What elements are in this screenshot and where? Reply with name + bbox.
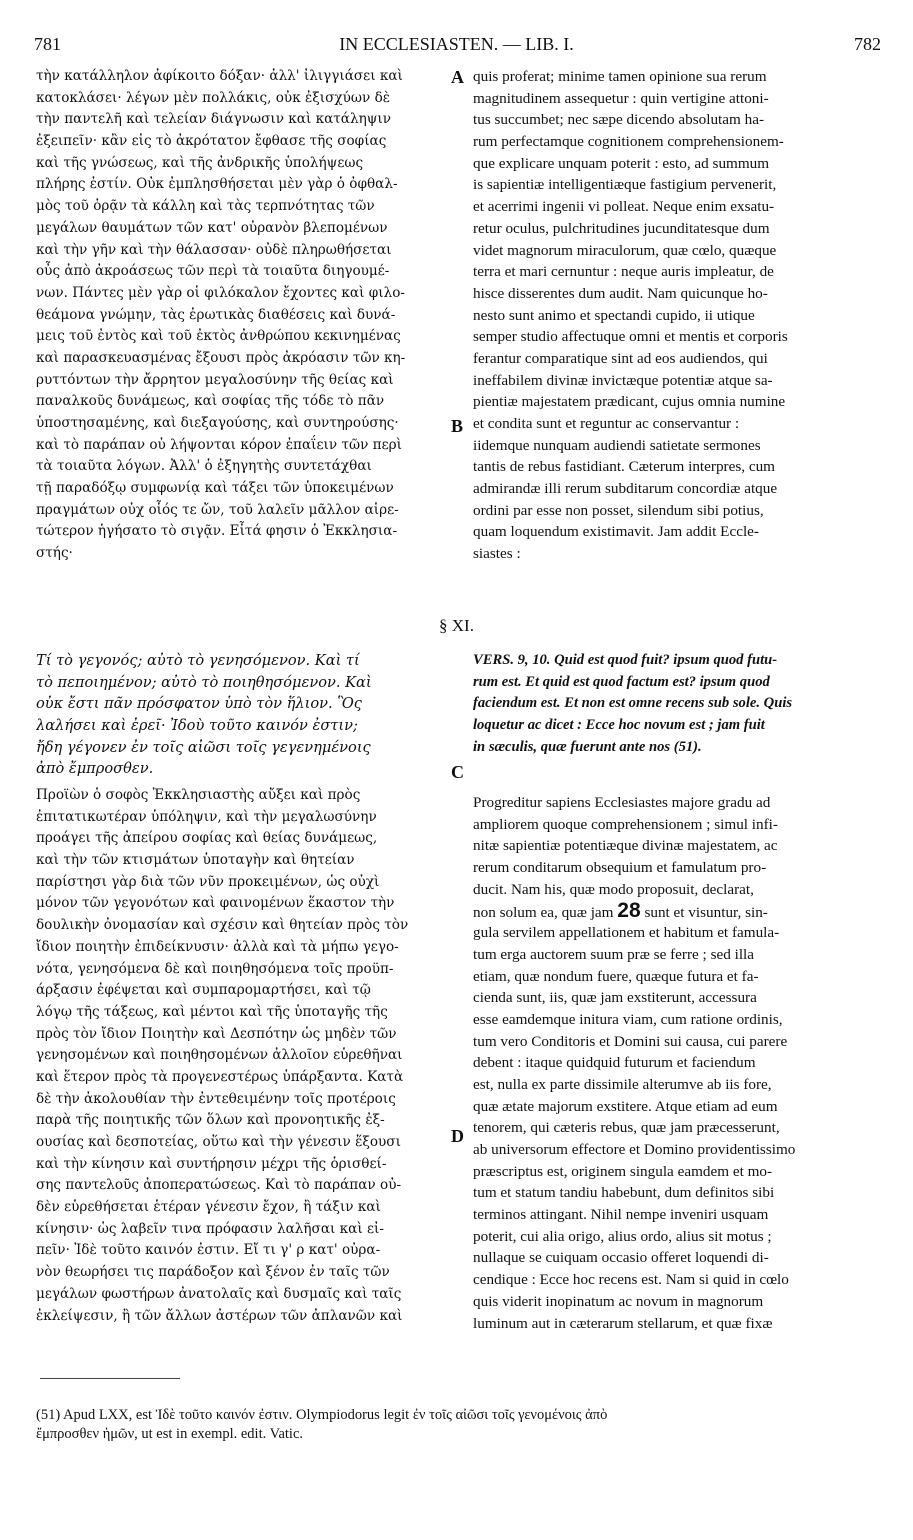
text-line: tenorem, qui cæteris rebus, quæ jam præcesserunt, — [473, 1119, 780, 1137]
text-line: δὲ τὴν ἀκολουθίαν τὴν ἐντεθειμένην τοῖς προτέροις — [36, 1090, 396, 1107]
greek-column-upper — [36, 66, 456, 565]
text-line: μὸς τοῦ ὁρᾷν τὰ κάλλη καὶ τὰς τερπνότητας τῶν — [36, 198, 375, 215]
text-line: rum perfectamque cognitionem comprehensionem- — [473, 133, 784, 151]
text-line: τῇ παραδόξῳ συμφωνίᾳ καὶ τάξει τῶν ὑποκειμένων — [36, 480, 394, 497]
text-line: que explicare unquam poterit : esto, ad summum — [473, 154, 770, 172]
text-line: loquetur ac dicet : Ecce hoc novum est ; jam fuit — [473, 717, 765, 734]
text-line: νότα, γενησόμενα δὲ καὶ ποιηθησόμενα τοῖς προϋπ- — [36, 960, 394, 977]
text-line: ἐπιτατικωτέραν ὑπόληψιν, καὶ τὴν μεγαλωσύνην — [36, 808, 377, 825]
text-line: λόγῳ τῆς τάξεως, καὶ μέντοι καὶ τῆς ὑποταγῆς τῆς — [36, 1003, 388, 1020]
text-line: ἐκλείψεσιν, ἢ τῶν ἄλλων ἀστέρων τῶν ἀπλανῶν καὶ — [36, 1307, 403, 1324]
text-line: VERS. 9, 10. Quid est quod fuit? ipsum quod futu- — [473, 652, 778, 668]
text-line: siastes : — [473, 545, 521, 563]
text-line: ab universorum effectore et Domino providentissimo — [473, 1141, 796, 1158]
text-line: rerum conditarum obsequium et famulatum pro- — [473, 859, 767, 877]
text-line: ordini par esse non posset, silendum sibi potius, — [473, 501, 764, 519]
text-line: θεάμονα γνώμην, τὰς ἐρωτικὰς διαθέσεις καὶ δυνά- — [36, 306, 396, 323]
text-line: καὶ τῆς γνώσεως, καὶ τῆς ἀνδρικῆς ὑπολήψεως — [36, 154, 364, 171]
text-line: pientiæ majestatem prædicant, cujus omnia numine — [473, 393, 786, 411]
text-line: quis viderit inopinatum ac novum in magnorum — [473, 1292, 764, 1310]
text-line: μεγάλων θαυμάτων τῶν κατ' οὐρανὸν βλεπομένων — [36, 219, 388, 236]
text-line: luminum aut in cæterarum stellarum, et quæ fixæ — [473, 1314, 773, 1332]
text-line: terminos attingant. Nihil nempe inveniri usquam — [473, 1206, 769, 1224]
text-line: tum vero Conditoris et Domini sui causa, cui parere — [473, 1032, 788, 1050]
text-line: est, nulla ex parte dissimile alterumve ab iis fore, — [473, 1075, 772, 1093]
text-line: λαλήσει καὶ ἐρεῖ· Ἰδοὺ τοῦτο καινόν ἐστιν; — [36, 717, 358, 735]
text-line: ἤδη γέγονεν ἐν τοῖς αἰῶσι τοῖς γεγενημένοις — [36, 738, 371, 756]
text-line: γενησομένων καὶ ποιηθησομένων ἀλλοῖον εὑρεθῆναι — [36, 1047, 403, 1064]
text-line: in sæculis, quæ fuerunt ante nos (51). — [473, 738, 702, 755]
text-line: ἐξειπεῖν· κἂν εἰς τὸ ἀκρότατον ἔφθασε τῆς σοφίας — [36, 133, 387, 150]
text-line: is sapientiæ intelligentiæque fastigium pervenerit, — [473, 176, 777, 194]
text-line: et condita sunt et reguntur ac conservantur : — [473, 415, 740, 432]
text-line: videt magnorum miraculorum, quæ cœlo, quæque — [473, 241, 777, 259]
text-line: gula servilem appellationem et habitum et famula- — [473, 924, 780, 942]
margin-letter-d: D — [451, 1126, 464, 1146]
text-line: nullaque se cuiquam occasio offeret loquendi di- — [473, 1249, 769, 1267]
text-line: οὖς ἀπὸ ἀκροάσεως τῶν περὶ τὰ τοιαῦτα διηγουμέ- — [36, 263, 390, 280]
page-number-left: 781 — [34, 34, 61, 54]
latin-commentary-rest — [473, 922, 881, 1334]
text-line: nesto sunt animo et spectandi cupido, ii utique — [473, 306, 755, 324]
text-line: Προϊὼν ὁ σοφὸς Ἐκκλησιαστὴς αὔξει καὶ πρὸς — [36, 787, 361, 803]
text-line: esse eamdemque initura viam, cum ratione ordinis, — [473, 1010, 783, 1028]
text-line: quam loquendum existimavit. Jam addit Eccle- — [473, 523, 759, 541]
text-line: τώτερον ἡγήσατο τὸ σιγᾷν. Εἶτά φησιν ὁ Ἐκκλησια- — [36, 523, 398, 540]
text-line: ἀπὸ ἔμπροσθεν. — [36, 760, 154, 778]
page-number-right: 782 — [854, 34, 881, 54]
text-line: παρίστησι γὰρ διὰ τῶν νῦν προκειμένων, ὡς οὐχὶ — [36, 873, 380, 890]
text-line: μόνον τῶν γεγονότων καὶ φαινομένων ἕκαστον τὴν — [36, 895, 395, 912]
margin-letter-c: C — [451, 762, 464, 782]
text-line: καὶ τὴν κίνησιν καὶ συντήρησιν μέχρι τῆς ὁρισθεί- — [36, 1155, 387, 1172]
greek-commentary — [36, 785, 456, 1327]
text-line: cienda sunt, iis, quæ jam exstiterunt, accessura — [473, 989, 757, 1007]
margin-letter-a: A — [451, 67, 464, 87]
text-line: πρὸς τὸν ἴδιον Ποιητὴν καὶ Δεσπότην ὡς μηδὲν τῶν — [36, 1025, 397, 1042]
text-line: Τί τὸ γεγονός; αὐτὸ τὸ γενησόμενον. Καὶ τί — [36, 652, 360, 669]
latin-commentary — [473, 792, 881, 1334]
text-line: ἔμπροσθεν ἡμῶν, ut est in exempl. edit. Vatic. — [36, 1426, 304, 1442]
text-line: (51) Apud LXX, est Ἰδὲ τοῦτο καινόν ἐστιν. Olympiodorus legit ἐν τοῖς αἰῶσι τοῖς γενομένοις ἀπὸ — [36, 1407, 608, 1423]
text-line: τὰ τοιαῦτα λόγων. Ἀλλ' ὁ ἐξηγητὴς συντετάχθαι — [36, 458, 372, 475]
text-line: καὶ τὸ παράπαν οὐ λήψονται κόρον ἐπαΐειν τῶν περὶ — [36, 436, 402, 453]
greek-verse — [36, 650, 456, 780]
text-line: ρυττόντων τὴν ἄρρητον μεγαλοσύνην τῆς θείας καὶ — [36, 371, 394, 388]
text-line: νὸν θεωρήσει τις παράδοξον καὶ ξένον ἐν ταῖς τῶν — [36, 1264, 390, 1281]
text-line: cendique : Ecce hoc recens est. Nam si quid in cœlo — [473, 1271, 789, 1289]
text-line: οὐκ ἔστι πᾶν πρόσφατον ὑπὸ τὸν ἥλιον. Ὃς — [36, 695, 362, 713]
text-line: ampliorem quoque comprehensionem ; simul infi- — [473, 815, 778, 833]
text-line: ferantur comparatique sint ad eos audiendos, qui — [473, 349, 768, 367]
text-line: terra et mari cernuntur : neque auris impleatur, de — [473, 263, 774, 281]
text-line: ἴδιον ποιητὴν ἐπιδείκνυσιν· ἀλλὰ καὶ τὰ μήπω γεγο- — [36, 938, 399, 955]
text-line: faciendum est. Et non est omne recens sub sole. Quis — [473, 695, 793, 712]
latin-verse — [473, 650, 881, 758]
text-line: καὶ τὴν τῶν κτισμάτων ὑποταγὴν καὶ θητείαν — [36, 852, 355, 869]
text-line: δουλικὴν ὀνομασίαν καὶ σχέσιν καὶ θητείαν πρὸς τὸν — [36, 917, 409, 934]
text-line: quæ ætate majorum exstitere. Atque etiam ad eum — [473, 1097, 778, 1115]
text-line: magnitudinem assequetur : quin vertigine attoni- — [473, 89, 769, 107]
text-line: iidemque nunquam audiendi satietate sermones — [473, 436, 761, 454]
text-line: κατοκλάσει· λέγων μὲν πολλάκις, οὐκ ἐξισχύων δὲ — [36, 89, 391, 106]
inline-page-number: 28 — [617, 900, 641, 923]
text-line: τὴν κατάλληλον ἀφίκοιτο δόξαν· ἀλλ' ἰλιγγιάσει καὶ — [36, 68, 403, 84]
text-line: etiam, quæ nondum fuere, quæque futura et fa- — [473, 967, 759, 985]
text-line: tus succumbet; nec sæpe dicendo absolutam ha- — [473, 111, 765, 129]
text-line: poterit, cui alia origo, alius ordo, alius sit motus ; — [473, 1227, 772, 1245]
text-line: πεῖν· Ἰδὲ τοῦτο καινόν ἐστιν. Εἴ τι γ' ρ κατ' οὐρα- — [36, 1242, 381, 1259]
running-header — [0, 34, 913, 58]
text-line: τὸ πεποιημένον; αὐτὸ τὸ ποιηθησόμενον. Καὶ — [36, 673, 372, 691]
text-line: πραγμάτων οὐχ οἷός τε ὤν, τοῦ λαλεῖν μᾶλλον αἱρε- — [36, 501, 399, 518]
text-line: admirandæ illi rerum subditarum concordiæ atque — [473, 480, 778, 498]
footnote — [36, 1406, 882, 1444]
text-line: προάγει τῆς ἀπείρου σοφίας καὶ θείας δυνάμεως, — [36, 830, 378, 847]
text-line: άρξασιν ἐφέψεται καὶ συμπαρομαρτήσει, καὶ τῷ — [36, 982, 371, 999]
text-line: rum est. Et quid est quod factum est? ipsum quod — [473, 673, 770, 690]
text-line: debent : itaque quidquid futurum et faciendum — [473, 1054, 756, 1072]
running-title: IN ECCLESIASTEN. — LIB. I. — [339, 34, 574, 54]
text-line: tantis de rebus fastidiant. Cæterum interpres, cum — [473, 458, 775, 476]
footnote-rule — [40, 1378, 180, 1379]
text-line: semper studio affectuque omni et mentis et corporis — [473, 328, 788, 346]
text-line: ducit. Nam his, quæ modo proposuit, declarat, — [473, 880, 754, 898]
latin-line-with-page-number: non solum ea, quæ jam 28 sunt et visuntur, sin- — [473, 900, 768, 923]
text-line: δὲν εὑρεθήσεται ἑτέραν γένεσιν ἔχον, ἢ τάξιν καὶ — [36, 1199, 381, 1216]
text-line: κίνησιν· ὡς λαβεῖν τινα πρόφασιν λαλῆσαι καὶ εἰ- — [36, 1220, 384, 1237]
text-line: καὶ τὴν γῆν καὶ τὴν θάλασσαν· οὐδὲ πληρωθήσεται — [36, 241, 392, 258]
text-line: præscriptus est, originem singula eamdem et mo- — [473, 1162, 773, 1180]
latin-commentary-intro — [473, 792, 881, 900]
text-line: Progreditur sapiens Ecclesiastes majore gradu ad — [473, 794, 771, 811]
text-line: μεις τοῦ ἐντὸς καὶ τοῦ ἐκτὸς ἀνθρώπου κεκινημένας — [36, 328, 401, 345]
text-line: παρὰ τῆς ποιητικῆς τῶν ὅλων καὶ προνοητικῆς ἐξ- — [36, 1112, 385, 1129]
text-line: retur oculus, pulchritudines jucunditatesque dum — [473, 219, 770, 237]
text-line: μεγάλων φωστήρων ἀνατολαῖς καὶ δυσμαῖς καὶ ταῖς — [36, 1285, 402, 1302]
text-line: νων. Πάντες μὲν γὰρ οἱ φιλόκαλον ἔχοντες καὶ φιλο- — [36, 284, 405, 301]
text-line: nitæ sapientiæ potentiæque divinæ majestatem, ac — [473, 837, 778, 855]
text-line: ὑποστησαμένης, καὶ διεξαγούσης, καὶ συντηρούσης· — [36, 415, 399, 431]
latin-column-upper — [473, 66, 881, 565]
text-line: quis proferat; minime tamen opinione sua rerum — [473, 68, 767, 85]
text-line: τὴν παντελῆ καὶ τελείαν διάγνωσιν καὶ κατάληψιν — [36, 111, 391, 128]
margin-letter-b: B — [451, 416, 464, 436]
text-line: πλήρης ἐστίν. Οὐκ ἐμπλησθήσεται μὲν γὰρ ὁ ὀφθαλ- — [36, 176, 398, 193]
section-heading: § XI. — [439, 616, 474, 635]
text-line: σης παντελοῦς ἀποπερατώσεως. Καὶ τὸ παράπαν οὐ- — [36, 1177, 402, 1194]
text-line: hisce disserentes dum audit. Nam quicunque ho- — [473, 284, 768, 302]
text-line: ουσίας καὶ δεσποτείας, οὕτω καὶ τὴν γένεσιν ἕξουσι — [36, 1134, 401, 1150]
text-line: tum erga auctorem suum præ se ferre ; sed illa — [473, 945, 755, 963]
text-line: στής· — [36, 545, 73, 562]
text-line: tum et statum tandiu habebunt, dum definitos sibi — [473, 1184, 775, 1202]
text-line: καὶ παρασκευασμένας ἔξουσι πρὸς ἀκρόασιν τῶν κη- — [36, 349, 406, 366]
text-line: ineffabilem divinæ invictæque potentiæ atque sa- — [473, 371, 773, 389]
text-line: παναλκοῦς δυνάμεως, καὶ σοφίας τῆς τόδε τὸ πᾶν — [36, 393, 385, 410]
text-line: et acerrimi ingenii vi polleat. Neque enim exsatu- — [473, 198, 775, 216]
text-line: καὶ ἕτερον πρὸς τὰ προγενεστέρως ὑπάρξαντα. Κατὰ — [36, 1068, 404, 1085]
